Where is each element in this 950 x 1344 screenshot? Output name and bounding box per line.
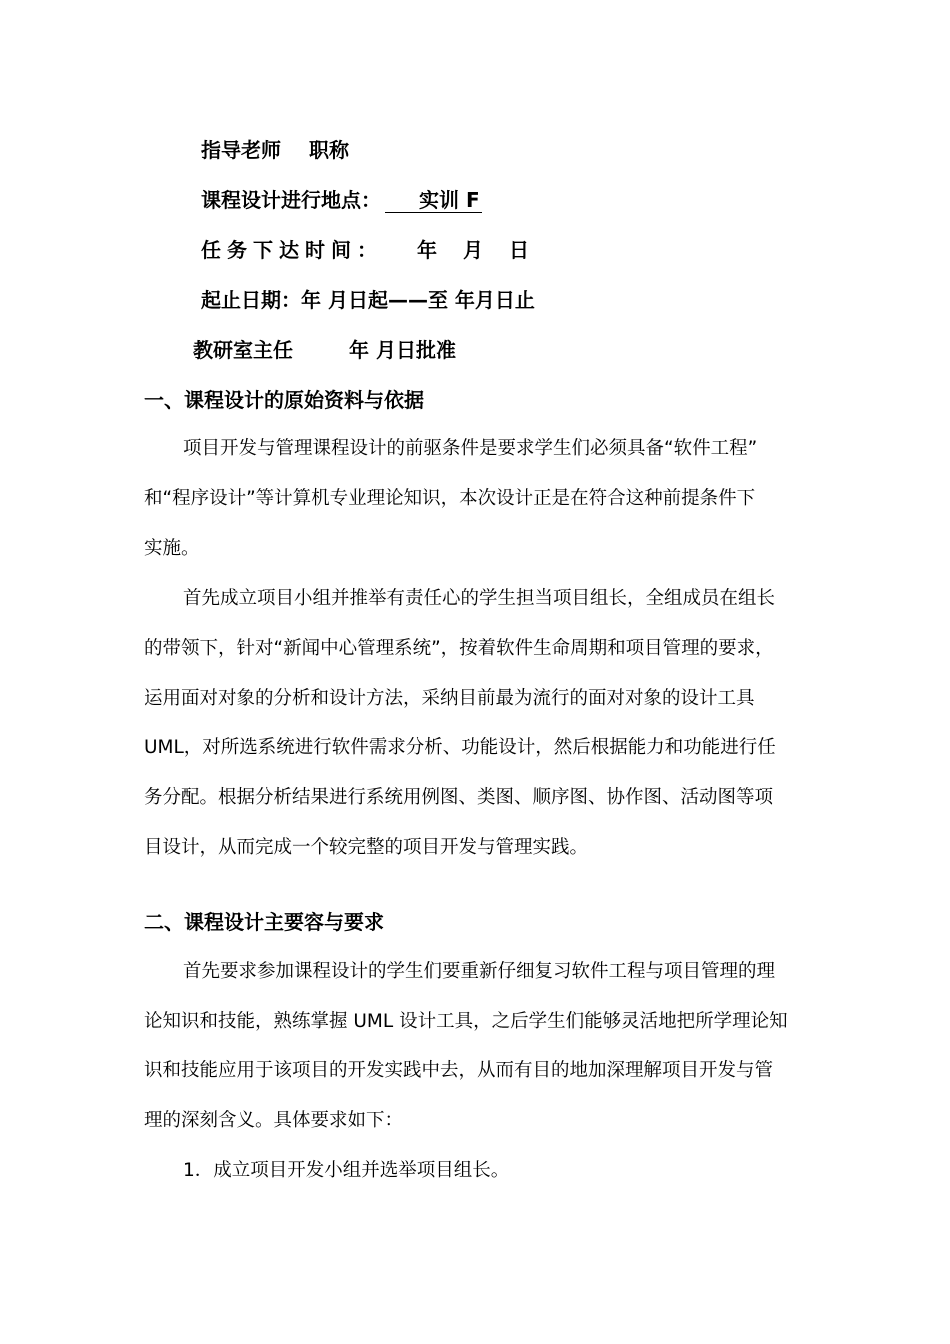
assign-month: 月 [463, 238, 483, 262]
title-label: 职称 [309, 138, 349, 162]
assign-year: 年 [417, 238, 437, 262]
assign-day: 日 [509, 238, 529, 262]
director-row [193, 337, 456, 363]
section1-heading: 一、课程设计的原始资料与依据 [144, 388, 424, 412]
location-label: 课程设计进行地点： [201, 188, 381, 212]
section2-line: 理的深刻含义。具体要求如下： [144, 1110, 404, 1131]
location-row [201, 187, 482, 213]
section1-line: 和“程序设计”等计算机专业理论知识，本次设计正是在符合这种前提条件下 [144, 488, 756, 509]
assign-time-label: 任务下达时间： [201, 238, 383, 262]
section1-line: 项目开发与管理课程设计的前驱条件是要求学生们必须具备“软件工程” [183, 438, 758, 459]
section1-line: 实施。 [144, 538, 200, 559]
section2-line: 识和技能应用于该项目的开发实践中去，从而有目的地加深理解项目开发与管 [144, 1060, 774, 1081]
advisor-label: 指导老师 [201, 138, 281, 162]
section1-line: 务分配。根据分析结果进行系统用例图、类图、顺序图、协作图、活动图等项 [144, 787, 774, 808]
location-value: 实训 F [385, 188, 482, 213]
date-range-value: 年 月日起——至 年月日止 [301, 288, 535, 312]
date-range-row [201, 287, 535, 313]
section1-line: 的带领下，针对“新闻中心管理系统”，按着软件生命周期和项目管理的要求， [144, 638, 774, 659]
section2-line: 首先要求参加课程设计的学生们要重新仔细复习软件工程与项目管理的理 [183, 961, 776, 982]
section1-line: 首先成立项目小组并推举有责任心的学生担当项目组长，全组成员在组长 [183, 588, 776, 609]
section2-heading: 二、课程设计主要容与要求 [144, 910, 384, 934]
section1-line: 运用面对对象的分析和设计方法，采纳目前最为流行的面对对象的设计工具 [144, 688, 755, 709]
director-label: 教研室主任 [193, 338, 293, 362]
section1-line: 目设计，从而完成一个较完整的项目开发与管理实践。 [144, 837, 589, 858]
date-range-label: 起止日期： [201, 288, 301, 312]
section2-list-item: 1．成立项目开发小组并选举项目组长。 [183, 1160, 510, 1181]
assign-time-row [201, 237, 529, 263]
section1-line: UML，对所选系统进行软件需求分析、功能设计，然后根据能力和功能进行任 [144, 737, 776, 758]
section2-line: 论知识和技能，熟练掌握 UML 设计工具，之后学生们能够灵活地把所学理论知 [144, 1011, 788, 1032]
advisor-row [201, 137, 349, 163]
director-value: 年 月日批准 [349, 338, 456, 362]
